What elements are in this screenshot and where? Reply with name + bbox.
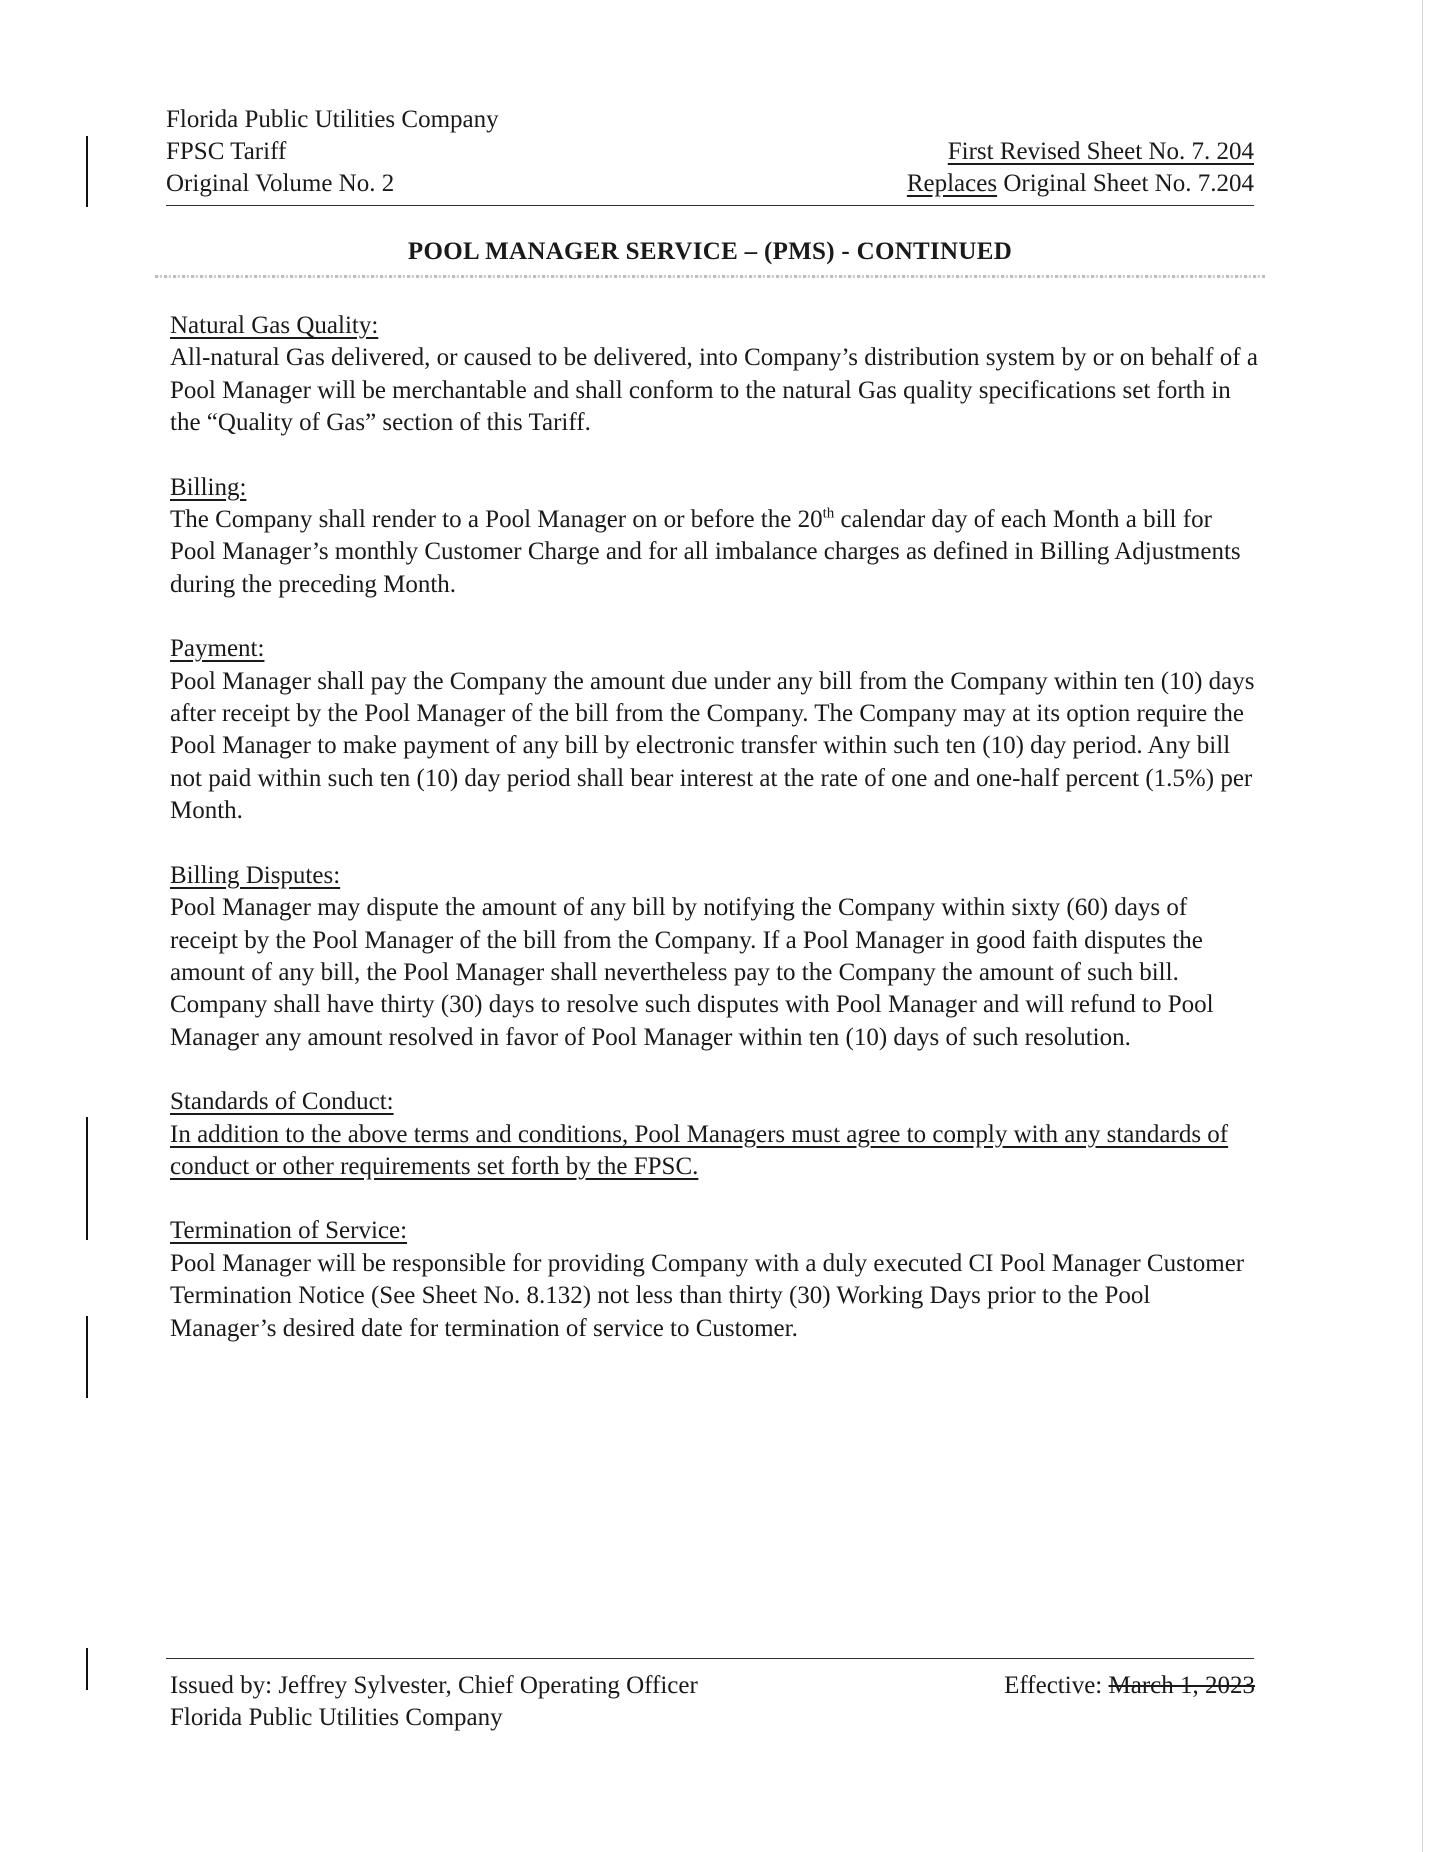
footer-effective-date: March 1, 2023 bbox=[1108, 1672, 1255, 1699]
section-text: Pool Manager shall pay the Company the amount due under any bill from the Company within ten (10) days after receipt by the Pool Manager of the bill from the Company. The Company may at its option require the Pool Manager to make payment of any bill by electronic transfer within such ten (10) day period. Any bill not paid within such ten (10) day period shall bear interest at the rate of one and one-half percent (1.5%) per Month. bbox=[170, 667, 1255, 825]
section-text: Pool Manager will be responsible for providing Company with a duly executed CI Pool Manager Customer Termination Notice (See Sheet No. 8.132) not less than thirty (30) Working Days prior to the Pool Manager’s desired date for termination of service to Customer. bbox=[170, 1249, 1245, 1342]
section-heading: Termination of Service: bbox=[170, 1217, 408, 1245]
revision-bar-conduct bbox=[86, 1117, 88, 1240]
header-tariff: FPSC Tariff bbox=[166, 138, 287, 165]
header-replaces-rest: Original Sheet No. 7.204 bbox=[997, 170, 1254, 197]
section-billing-disputes bbox=[170, 860, 1260, 1054]
sheet-footer bbox=[170, 1670, 1255, 1734]
section-text: In addition to the above terms and conditions, Pool Managers must agree to comply with any standards of conduct or other requirements set forth by the FPSC. bbox=[170, 1120, 1229, 1180]
sheet-body bbox=[170, 310, 1260, 1377]
section-heading: Billing Disputes: bbox=[170, 861, 341, 889]
header-replaces bbox=[907, 168, 1254, 200]
footer-rule bbox=[166, 1658, 1254, 1659]
sheet-header bbox=[166, 104, 1254, 200]
section-text: All-natural Gas delivered, or caused to be delivered, into Company’s distribution system by or on behalf of a Pool Manager will be merchantable and shall conform to the natural Gas quality specifications set forth in the “Quality of Gas” section of this Tariff. bbox=[170, 344, 1258, 437]
section-gas-quality bbox=[170, 310, 1260, 440]
footer-effective bbox=[1004, 1670, 1255, 1702]
section-payment bbox=[170, 633, 1260, 827]
billing-text-after: calendar day of each Month a bill for Pool Manager’s monthly Customer Charge and for all imbalance charges as defined in Billing Adjustments during the preceding Month. bbox=[170, 506, 1241, 598]
header-volume: Original Volume No. 2 bbox=[166, 170, 395, 197]
section-standards-of-conduct bbox=[170, 1086, 1260, 1183]
header-replaces-word: Replaces bbox=[906, 170, 998, 197]
section-heading: Payment: bbox=[170, 635, 265, 663]
section-billing bbox=[170, 472, 1260, 602]
section-heading: Natural Gas Quality: bbox=[170, 312, 379, 339]
header-rule bbox=[166, 205, 1254, 206]
section-termination bbox=[170, 1215, 1260, 1345]
title-rule bbox=[155, 275, 1265, 278]
header-sheet-revision: First Revised Sheet No. 7. 204 bbox=[947, 138, 1254, 165]
footer-effective-label: Effective: bbox=[1004, 1672, 1109, 1699]
revision-bar-header bbox=[86, 136, 88, 207]
billing-superscript: th bbox=[822, 505, 835, 522]
footer-company: Florida Public Utilities Company bbox=[170, 1704, 503, 1731]
scan-edge bbox=[1422, 0, 1423, 1852]
page-title: POOL MANAGER SERVICE – (PMS) - CONTINUED bbox=[407, 238, 1013, 265]
header-company: Florida Public Utilities Company bbox=[166, 106, 499, 133]
section-text: Pool Manager may dispute the amount of any bill by notifying the Company within sixty (60) days of receipt by the Pool Manager of the bill from the Company. If a Pool Manager in good faith disputes the amount of any bill, the Pool Manager shall nevertheless pay to the Company the amount of such bill. Company shall have thirty (30) days to resolve such disputes with Pool Manager and will refund to Pool Manager any amount resolved in favor of Pool Manager within ten (10) days of such resolution. bbox=[170, 894, 1214, 1051]
revision-bar-footer bbox=[86, 1648, 88, 1690]
revision-bar-termination bbox=[86, 1316, 88, 1398]
footer-issued-by: Issued by: Jeffrey Sylvester, Chief Operating Officer bbox=[170, 1672, 698, 1699]
billing-text-before: The Company shall render to a Pool Manager on or before the 20 bbox=[170, 506, 823, 534]
section-heading: Billing: bbox=[170, 473, 247, 501]
section-text bbox=[170, 504, 1260, 601]
section-heading: Standards of Conduct: bbox=[170, 1088, 394, 1116]
